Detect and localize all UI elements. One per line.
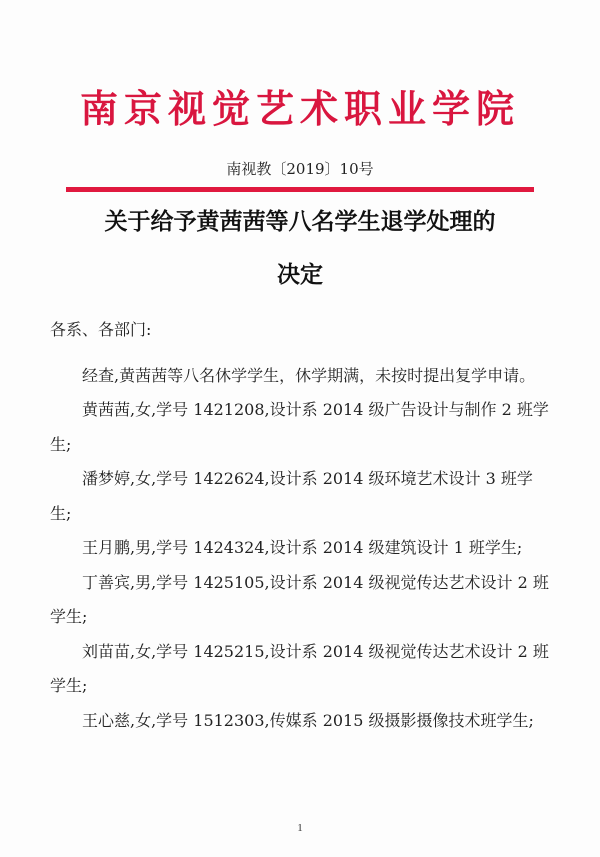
institution-masthead: 南京视觉艺术职业学院 xyxy=(79,86,520,131)
document-body xyxy=(50,313,550,738)
page-number: 1 xyxy=(297,822,303,834)
student-entry: 丁善宾,男,学号 1425105,设计系 2014 级视觉传达艺术设计 2 班学生; xyxy=(50,572,549,626)
intro-paragraph: 经查,黄茜茜等八名休学学生，休学期满，未按时提出复学申请。 xyxy=(82,365,536,385)
student-entry: 刘苗苗,女,学号 1425215,设计系 2014 级视觉传达艺术设计 2 班学生; xyxy=(50,641,549,695)
student-entry: 黄茜茜,女,学号 1421208,设计系 2014 级广告设计与制作 2 班学生; xyxy=(50,400,549,454)
salutation: 各系、各部门: xyxy=(50,320,152,339)
student-entry: 王心慈,女,学号 1512303,传媒系 2015 级摄影摄像技术班学生; xyxy=(82,710,534,730)
student-entry: 王月鹏,男,学号 1424324,设计系 2014 级建筑设计 1 班学生; xyxy=(82,538,523,557)
document-title-line2: 决定 xyxy=(277,261,323,288)
red-divider-line xyxy=(66,187,534,192)
document-title-line1: 关于给予黄茜茜等八名学生退学处理的 xyxy=(104,208,496,235)
document-number: 南视教〔2019〕10号 xyxy=(226,160,374,178)
student-entry: 潘梦婷,女,学号 1422624,设计系 2014 级环境艺术设计 3 班学生; xyxy=(50,469,533,523)
